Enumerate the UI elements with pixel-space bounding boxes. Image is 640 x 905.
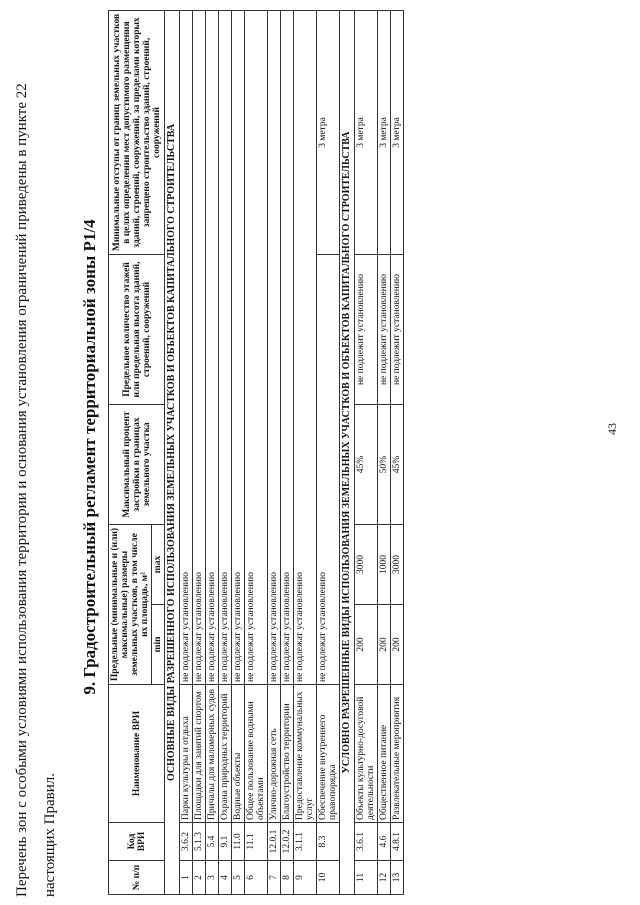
cell-code: 3.6.2	[180, 823, 193, 861]
cell-num: 4	[219, 861, 232, 895]
cell-num: 9	[294, 861, 317, 895]
cell-num: 6	[245, 861, 268, 895]
cell-limit: не подлежат установлению	[281, 11, 294, 685]
table-row	[294, 11, 317, 895]
cell-limit: не подлежат установлению	[232, 11, 245, 685]
cell-name: Охрана природных территорий	[219, 685, 232, 823]
cell-setback: 3 метра	[317, 11, 340, 255]
cell-num: 11	[355, 861, 378, 895]
cell-num: 1	[180, 861, 193, 895]
cell-max: 1000	[378, 525, 391, 605]
cell-name: Общее пользование водными объектами	[245, 685, 268, 823]
cell-name: Общественное питание	[378, 685, 391, 823]
section-row-main	[165, 11, 180, 895]
table-row	[378, 11, 391, 895]
cell-floors: не подлежит установлению	[378, 255, 391, 405]
header-floors: Предельное количество этажей или предельная высота зданий, строений, сооружений	[109, 255, 165, 405]
table-row	[206, 11, 219, 895]
cell-code: 12.0.2	[281, 823, 294, 861]
header-num: № п/п	[109, 861, 165, 895]
table-row	[355, 11, 378, 895]
cell-min: 200	[378, 605, 391, 685]
cell-num: 12	[378, 861, 391, 895]
cell-limit: не подлежат установлению	[219, 11, 232, 685]
section-conditional-label: УСЛОВНО РАЗРЕШЕННЫЕ ВИДЫ ИСПОЛЬЗОВАНИЯ ЗЕМЕЛЬНЫХ УЧАСТКОВ И ОБЪЕКТОВ КАПИТАЛЬНОГО СТРОИТЕЛЬСТВА	[340, 11, 355, 895]
cell-code: 9.1	[219, 823, 232, 861]
cell-limit: не подлежат установлению	[180, 11, 193, 685]
cell-name: Предоставление коммунальных услуг	[294, 685, 317, 823]
table-row	[180, 11, 193, 895]
cell-max: 3000	[391, 525, 404, 605]
cell-num: 13	[391, 861, 404, 895]
table-row	[391, 11, 404, 895]
cell-num: 7	[268, 861, 281, 895]
cell-limit: не подлежат установлению	[193, 11, 206, 685]
header-max: max	[152, 525, 165, 605]
section-row-conditional	[340, 11, 355, 895]
cell-name: Обеспечение внутреннего правопорядка	[317, 685, 340, 823]
cell-limit: не подлежат установлению	[206, 11, 219, 685]
cell-code: 3.1.1	[294, 823, 317, 861]
header-setback: Минимальные отступы от границ земельных участков в целях определения мест допустимого размещения зданий, строений, сооружений, за пределами которых запрещено строительство зданий, строений, сооружений	[109, 11, 165, 255]
section-main-label: ОСНОВНЫЕ ВИДЫ РАЗРЕШЕННОГО ИСПОЛЬЗОВАНИЯ ЗЕМЕЛЬНЫХ УЧАСТКОВ И ОБЪЕКТОВ КАПИТАЛЬНОГО СТРОИТЕЛЬСТВА	[165, 11, 180, 895]
cell-name: Благоустройство территории	[281, 685, 294, 823]
cell-code: 3.6.1	[355, 823, 378, 861]
cell-limit: не подлежат установлению	[268, 11, 281, 685]
cell-limit: не подлежат установлению	[245, 11, 268, 685]
cell-code: 4.6	[378, 823, 391, 861]
cell-code: 5.4	[206, 823, 219, 861]
header-code: Код ВРИ	[109, 823, 165, 861]
cell-code: 4.8.1	[391, 823, 404, 861]
cell-setback: 3 метра	[378, 11, 391, 255]
cell-percent: 50%	[378, 405, 391, 525]
cell-name: Развлекательные мероприятия	[391, 685, 404, 823]
table-row	[317, 11, 340, 895]
regulation-table	[108, 10, 404, 895]
section-title: 9. Градостроительный регламент территориальной зоны Р1/4	[80, 219, 99, 695]
cell-min: 200	[391, 605, 404, 685]
cell-name: Объекты культурно-досуговой деятельности	[355, 685, 378, 823]
header-row	[109, 11, 152, 895]
cell-num: 3	[206, 861, 219, 895]
cell-num: 8	[281, 861, 294, 895]
header-name: Наименование ВРИ	[109, 685, 165, 823]
cell-floors: не подлежит установлению	[391, 255, 404, 405]
cell-name: Причалы для маломерных судов	[206, 685, 219, 823]
cell-min: 200	[355, 605, 378, 685]
table-row	[281, 11, 294, 895]
cell-num: 2	[193, 861, 206, 895]
cell-code: 11.0	[232, 823, 245, 861]
cell-percent: 45%	[355, 405, 378, 525]
cell-setback: 3 метра	[355, 11, 378, 255]
header-area: Предельные (минимальные и (или) максимальные) размеры земельных участков, в том числе их площадь, м²	[109, 525, 152, 685]
page-number: 43	[605, 423, 619, 435]
table-row	[232, 11, 245, 895]
cell-limit: не подлежат установлению	[294, 11, 317, 685]
table-row	[268, 11, 281, 895]
intro-paragraph: Перечень зон с особыми условиями использования территории и основания установления ограничений приведены в пункте 22 настоящих Правил.	[14, 83, 58, 897]
cell-max: 3000	[355, 525, 378, 605]
cell-code: 12.0.1	[268, 823, 281, 861]
cell-code: 8.3	[317, 823, 340, 861]
cell-code: 5.1.3	[193, 823, 206, 861]
table-row	[219, 11, 232, 895]
cell-floors: не подлежит установлению	[355, 255, 378, 405]
cell-name: Парки культуры и отдыха	[180, 685, 193, 823]
cell-setback: 3 метра	[391, 11, 404, 255]
cell-name: Водные объекты	[232, 685, 245, 823]
cell-name: Площадки для занятий спортом	[193, 685, 206, 823]
header-min: min	[152, 605, 165, 685]
cell-percent: 45%	[391, 405, 404, 525]
cell-num: 10	[317, 861, 340, 895]
cell-num: 5	[232, 861, 245, 895]
cell-limit: не подлежат установлению	[317, 255, 340, 685]
table-row	[245, 11, 268, 895]
cell-name: Улично-дорожная сеть	[268, 685, 281, 823]
table-row	[193, 11, 206, 895]
cell-code: 11.1	[245, 823, 268, 861]
header-percent: Максимальный процент застройки в границах земельного участка	[109, 405, 165, 525]
